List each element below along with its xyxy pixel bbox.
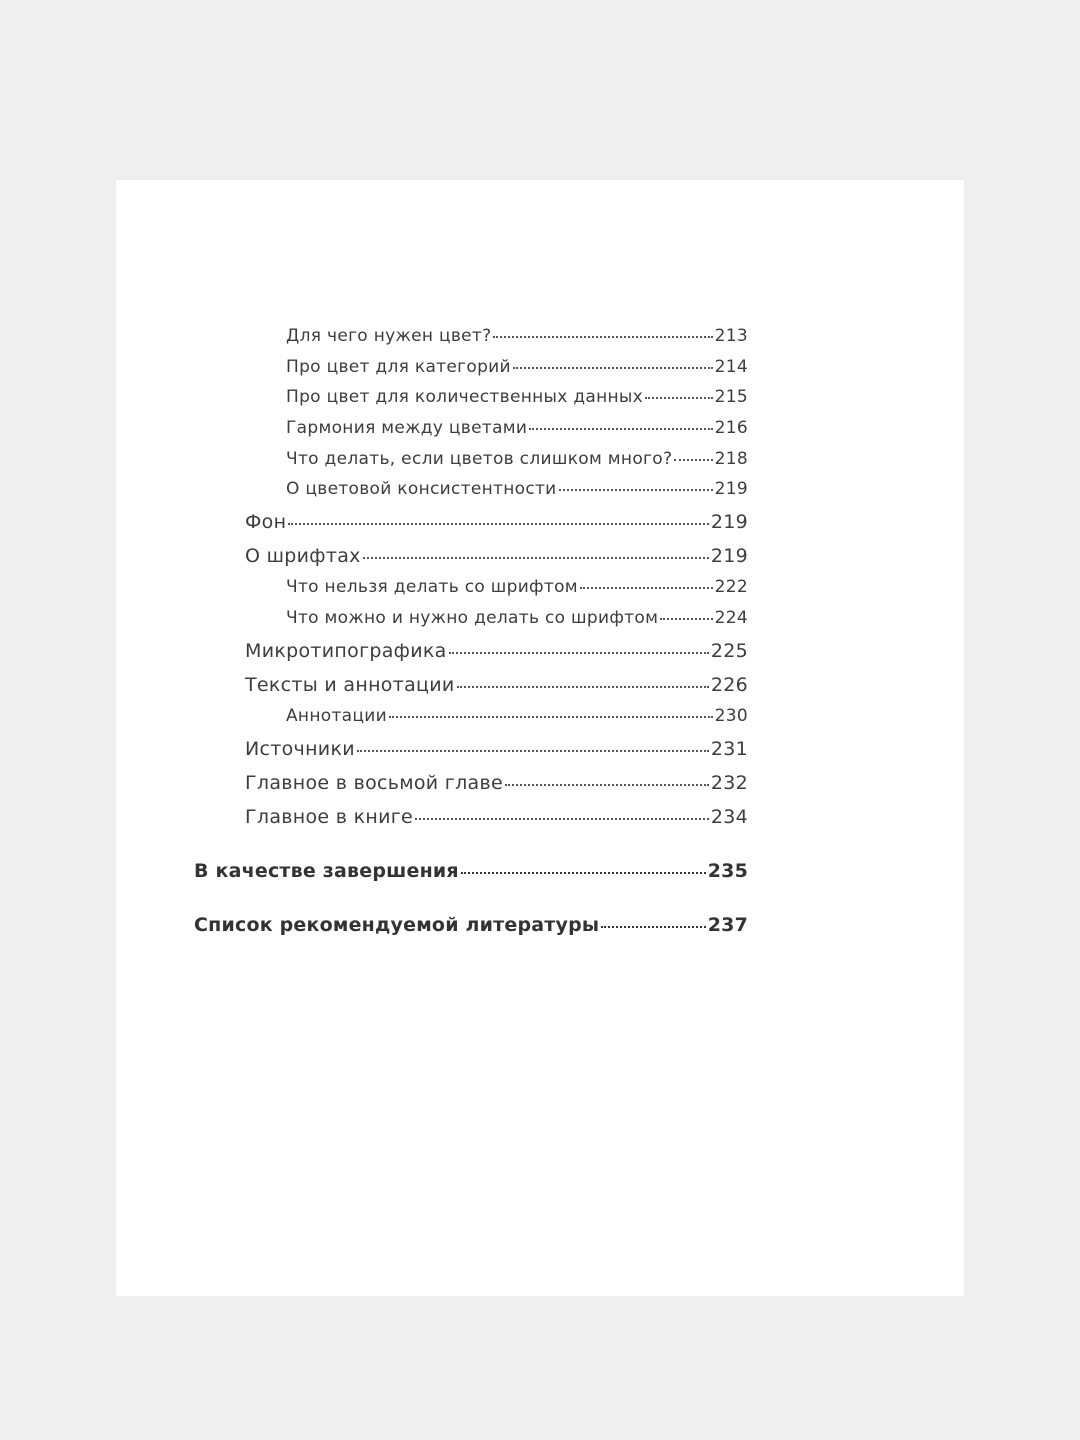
toc-entry (194, 860, 748, 882)
toc-entry-title: Про цвет для категорий (286, 357, 511, 377)
toc-leader-dots (559, 489, 713, 491)
toc-entry (286, 357, 748, 377)
toc-entry (245, 738, 748, 760)
book-page (116, 180, 964, 1296)
toc-entry-page: 237 (707, 914, 748, 936)
toc-entry-page: 226 (710, 674, 748, 696)
toc-entry (286, 706, 748, 726)
table-of-contents (116, 180, 964, 1296)
toc-entry-page: 235 (707, 860, 748, 882)
toc-entry-title: О цветовой консистентности (286, 479, 557, 499)
toc-entry-page: 230 (714, 706, 748, 726)
toc-entry-title: О шрифтах (245, 545, 361, 567)
toc-leader-dots (288, 523, 709, 525)
toc-entry (245, 640, 748, 662)
toc-entry-title: Гармония между цветами (286, 418, 528, 438)
toc-entry (286, 479, 748, 499)
toc-entry-page: 219 (710, 545, 748, 567)
toc-entry-page: 218 (714, 449, 748, 469)
toc-entry (245, 674, 748, 696)
toc-entry-page: 219 (710, 511, 748, 533)
toc-leader-dots (513, 367, 713, 369)
toc-leader-dots (389, 716, 713, 718)
toc-leader-dots (449, 652, 709, 654)
toc-entry-title: Аннотации (286, 706, 387, 726)
toc-leader-dots (363, 557, 709, 559)
toc-entry-title: Что можно и нужно делать со шрифтом (286, 608, 659, 628)
toc-entry-page: 222 (714, 577, 748, 597)
toc-entry-title: Тексты и аннотации (245, 674, 455, 696)
toc-leader-dots (674, 459, 712, 461)
toc-entry-title: Главное в восьмой главе (245, 772, 503, 794)
toc-entry (286, 608, 748, 628)
toc-entry-title: Микротипографика (245, 640, 447, 662)
toc-entry-title: Фон (245, 511, 287, 533)
toc-entry-page: 224 (714, 608, 748, 628)
toc-entry-page: 219 (714, 479, 748, 499)
toc-entry-page: 234 (710, 806, 748, 828)
toc-entry (286, 449, 748, 469)
toc-entry-page: 231 (710, 738, 748, 760)
toc-leader-dots (660, 618, 712, 620)
toc-entry-page: 215 (714, 387, 748, 407)
toc-entry (286, 387, 748, 407)
toc-entry (286, 577, 748, 597)
toc-entry-title: Главное в книге (245, 806, 414, 828)
toc-entry-title: Про цвет для количественных данных (286, 387, 643, 407)
toc-entry-title: Что делать, если цветов слишком много? (286, 449, 673, 469)
toc-entry-title: Что нельзя делать со шрифтом (286, 577, 578, 597)
toc-entry-title: Для чего нужен цвет? (286, 326, 492, 346)
toc-entry-page: 216 (714, 418, 748, 438)
toc-leader-dots (505, 784, 709, 786)
toc-entry-page: 214 (714, 357, 748, 377)
toc-entry (286, 418, 748, 438)
toc-leader-dots (601, 926, 705, 928)
toc-entry-page: 213 (714, 326, 748, 346)
toc-leader-dots (580, 587, 713, 589)
toc-leader-dots (457, 686, 709, 688)
toc-entry (245, 545, 748, 567)
toc-entry-title: В качестве завершения (194, 860, 459, 882)
toc-leader-dots (493, 336, 712, 338)
toc-entry-page: 232 (710, 772, 748, 794)
toc-leader-dots (357, 750, 709, 752)
toc-leader-dots (415, 818, 709, 820)
toc-leader-dots (645, 397, 713, 399)
toc-entry (194, 914, 748, 936)
toc-entry (245, 806, 748, 828)
toc-entry (286, 326, 748, 346)
toc-entry-title: Список рекомендуемой литературы (194, 914, 600, 936)
toc-entry-title: Источники (245, 738, 355, 760)
toc-entry (245, 511, 748, 533)
toc-leader-dots (529, 428, 712, 430)
toc-leader-dots (461, 872, 706, 874)
toc-entry-page: 225 (710, 640, 748, 662)
toc-entry (245, 772, 748, 794)
